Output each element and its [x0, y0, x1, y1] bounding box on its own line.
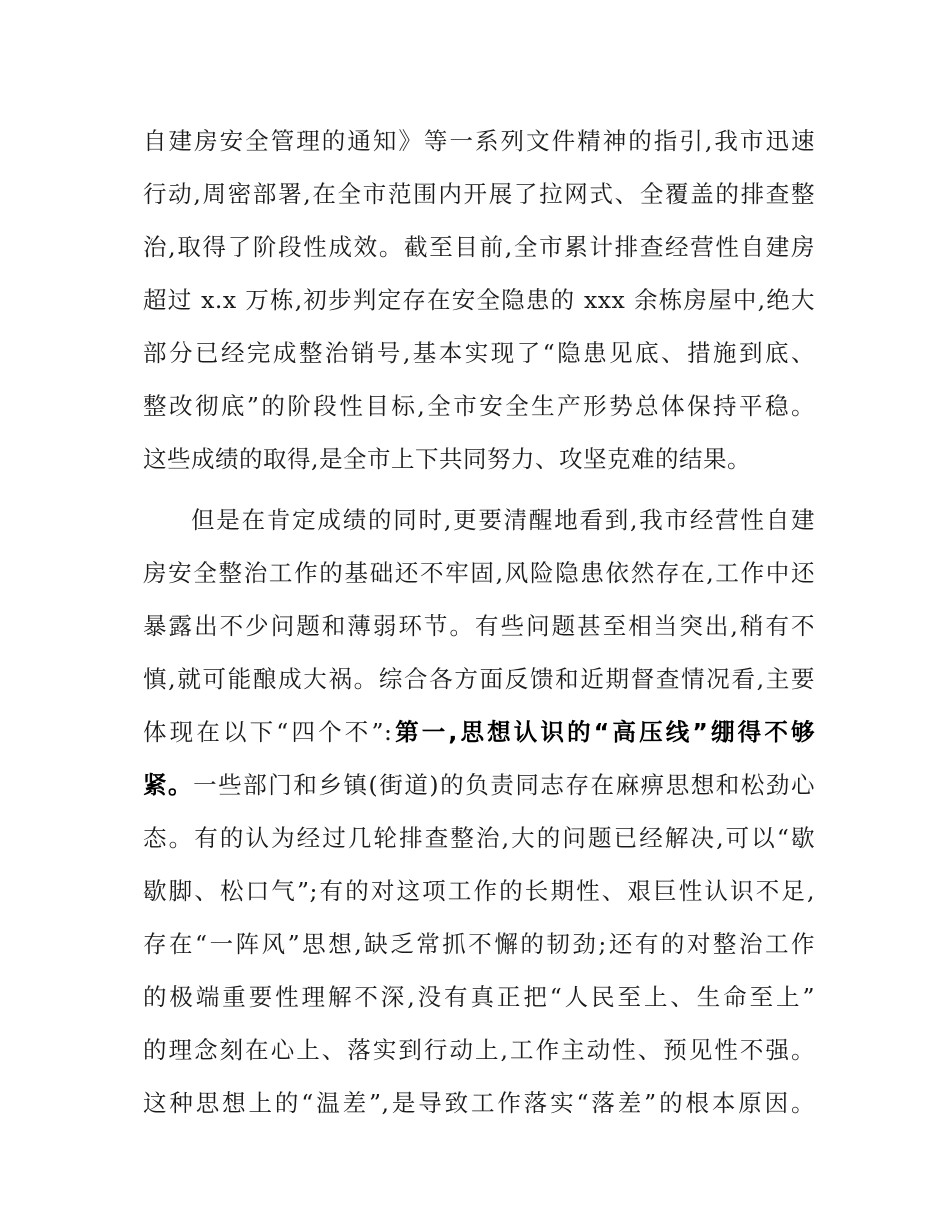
- paragraph-1-line-4: 超过 x.x 万栋,初步判定存在安全隐患的 xxx 余栋房屋中,绝大: [143, 286, 815, 314]
- paragraph-1-line-1: 自建房安全管理的通知》等一系列文件精神的指引,我市迅速: [143, 127, 815, 155]
- paragraph-1-line-5: 部分已经完成整治销号,基本实现了“隐患见底、措施到底、: [143, 339, 815, 367]
- paragraph-1-line-3: 治,取得了阶段性成效。截至目前,全市累计排查经营性自建房: [143, 233, 815, 261]
- paragraph-2-line-9: 存在“一阵风”思想,缺乏常抓不懈的韧劲;还有的对整治工作: [143, 930, 815, 958]
- paragraph-2-line-3: 暴露出不少问题和薄弱环节。有些问题甚至相当突出,稍有不: [143, 612, 815, 640]
- paragraph-2-line-12: 这种思想上的“温差”,是导致工作落实“落差”的根本原因。: [143, 1089, 815, 1117]
- paragraph-1-line-6: 整改彻底”的阶段性目标,全市安全生产形势总体保持平稳。: [143, 392, 815, 420]
- paragraph-1-line-2: 行动,周密部署,在全市范围内开展了拉网式、全覆盖的排查整: [143, 180, 815, 208]
- paragraph-2-line-4: 慎,就可能酿成大祸。综合各方面反馈和近期督查情况看,主要: [143, 665, 815, 693]
- paragraph-2-line-11: 的理念刻在心上、落实到行动上,工作主动性、预见性不强。: [143, 1036, 815, 1064]
- paragraph-2-line-5-bold: 第一,思想认识的“高压线”绷得不够: [392, 718, 815, 746]
- paragraph-2-line-10: 的极端重要性理解不深,没有真正把“人民至上、生命至上”: [143, 983, 815, 1011]
- paragraph-2-line-8: 歇脚、松口气”;有的对这项工作的长期性、艰巨性认识不足,: [143, 877, 815, 905]
- paragraph-2-line-2: 房安全整治工作的基础还不牢固,风险隐患依然存在,工作中还: [143, 559, 815, 587]
- paragraph-1-line-7: 这些成绩的取得,是全市上下共同努力、攻坚克难的结果。: [143, 445, 751, 473]
- paragraph-2-line-6-normal: 一些部门和乡镇(街道)的负责同志存在麻痹思想和松劲心: [193, 771, 815, 799]
- paragraph-2-line-7: 态。有的认为经过几轮排查整治,大的问题已经解决,可以“歇: [143, 824, 815, 852]
- paragraph-2-line-6-bold: 紧。: [143, 771, 194, 799]
- paragraph-2-line-5-normal: 体现在以下“四个不”:: [143, 718, 393, 746]
- paragraph-2-line-6: [143, 770, 815, 800]
- paragraph-2-line-1: 但是在肯定成绩的同时,更要清醒地看到,我市经营性自建: [191, 506, 815, 534]
- paragraph-2-line-5: [143, 717, 815, 747]
